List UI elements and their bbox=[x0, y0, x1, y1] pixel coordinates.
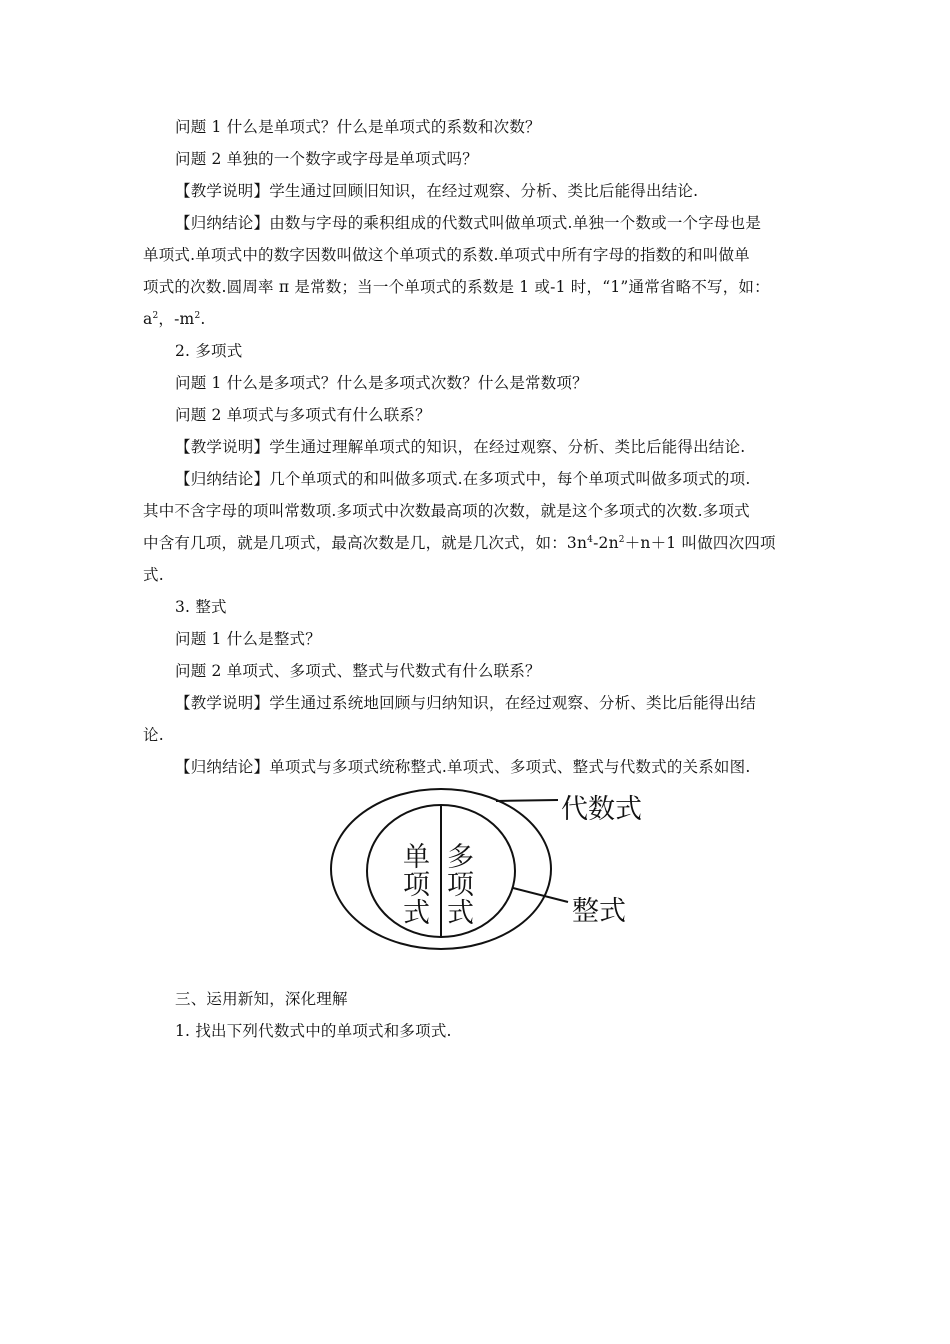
label-integral-expression: 整式 bbox=[572, 896, 626, 927]
question-polynomial-1: 问题 1 什么是多项式？什么是多项式次数？什么是常数项？ bbox=[175, 374, 588, 392]
monomial-char: 式 bbox=[403, 898, 430, 929]
example-neg-m: ，-m bbox=[158, 310, 195, 328]
conclusion-monomial-line-2: 单项式.单项式中的数字因数叫做这个单项式的系数.单项式中所有字母的指数的和叫做单 bbox=[143, 246, 750, 264]
question-polynomial-2: 问题 2 单项式与多项式有什么联系？ bbox=[175, 406, 431, 424]
conclusion-monomial-line-1: 【归纳结论】由数与字母的乘积组成的代数式叫做单项式.单独一个数或一个字母也是 bbox=[175, 214, 762, 232]
exponent: 2 bbox=[618, 535, 625, 545]
polynomial-char: 式 bbox=[447, 898, 474, 929]
teaching-note-polynomial: 【教学说明】学生通过理解单项式的知识，在经过观察、分析、类比后能得出结论. bbox=[175, 438, 746, 456]
question-monomial-2: 问题 2 单独的一个数字或字母是单项式吗？ bbox=[175, 150, 478, 168]
conclusion-polynomial-line-4: 式. bbox=[143, 566, 164, 584]
monomial-char: 项 bbox=[403, 870, 430, 901]
question-integral-2: 问题 2 单项式、多项式、整式与代数式有什么联系？ bbox=[175, 662, 541, 680]
heading-polynomial: 2. 多项式 bbox=[175, 342, 243, 360]
teaching-note-integral-line-2: 论. bbox=[143, 726, 164, 744]
teaching-note-integral-line-1: 【教学说明】学生通过系统地回顾与归纳知识，在经过观察、分析、类比后能得出结 bbox=[175, 694, 756, 712]
section-heading-apply: 三、运用新知，深化理解 bbox=[175, 990, 348, 1008]
conclusion-polynomial-line-3: 中含有几项，就是几项式，最高次数是几，就是几次式，如：$3n^4-2n^2+n+1$ 叫做四次四项 bbox=[143, 534, 776, 552]
heading-integral-expression: 3. 整式 bbox=[175, 598, 227, 616]
exponent: 2 bbox=[152, 311, 159, 321]
monomial-char: 单 bbox=[403, 842, 430, 873]
exercise-1: 1. 找出下列代数式中的单项式和多项式. bbox=[175, 1022, 452, 1040]
conclusion-integral: 【归纳结论】单项式与多项式统称整式.单项式、多项式、整式与代数式的关系如图. bbox=[175, 758, 751, 776]
polynomial-char: 多 bbox=[447, 842, 474, 873]
question-integral-1: 问题 1 什么是整式？ bbox=[175, 630, 321, 648]
relationship-diagram bbox=[328, 784, 668, 954]
leader-line-integral bbox=[513, 888, 568, 902]
conclusion-polynomial-line-1: 【归纳结论】几个单项式的和叫做多项式.在多项式中，每个单项式叫做多项式的项. bbox=[175, 470, 751, 488]
conclusion-polynomial-line-2: 其中不含字母的项叫常数项.多项式中次数最高项的次数，就是这个多项式的次数.多项式 bbox=[143, 502, 750, 520]
conclusion-monomial-line-3: 项式的次数.圆周率 π 是常数；当一个单项式的系数是 1 或-1 时，“1”通常省略不写，如： bbox=[143, 278, 770, 296]
leader-line-algebraic bbox=[496, 800, 558, 801]
example-a: a bbox=[143, 310, 153, 328]
question-monomial-1: 问题 1 什么是单项式？什么是单项式的系数和次数？ bbox=[175, 118, 541, 136]
label-algebraic-expression: 代数式 bbox=[561, 794, 642, 825]
teaching-note-monomial: 【教学说明】学生通过回顾旧知识，在经过观察、分析、类比后能得出结论. bbox=[175, 182, 699, 200]
conclusion-monomial-line-4: $a^2$，$-m^2$. bbox=[143, 310, 206, 328]
exponent: 2 bbox=[194, 311, 201, 321]
exponent: 4 bbox=[587, 535, 594, 545]
polynomial-char: 项 bbox=[447, 870, 474, 901]
